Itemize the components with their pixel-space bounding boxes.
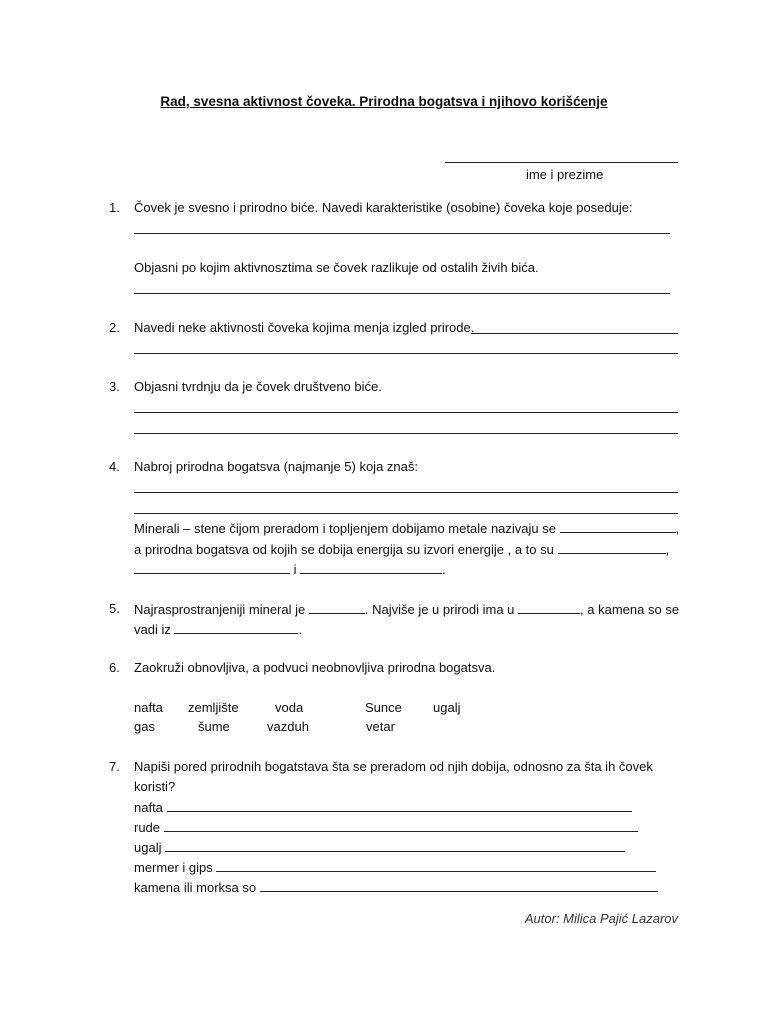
q7-item-rude — [134, 818, 638, 837]
q7-item-label: kamena ili morksa so — [134, 880, 257, 895]
q6-number: 6. — [109, 660, 120, 675]
q4-answer-line-1[interactable] — [134, 492, 678, 493]
q2-number: 2. — [109, 320, 120, 335]
q6-word-voda[interactable]: voda — [275, 700, 304, 715]
author-credit: Autor: Milica Pajić Lazarov — [524, 911, 678, 926]
q6-word-sume[interactable]: šume — [198, 719, 230, 734]
q3-answer-line-1[interactable] — [134, 412, 678, 413]
page-title: Rad, svesna aktivnost čoveka. Prirodna bogatsva i njihovo korišćenje — [160, 94, 608, 109]
q4-energy-blank[interactable] — [558, 540, 666, 554]
q6-word-nafta[interactable]: nafta — [134, 700, 163, 715]
q6-text: Zaokruži obnovljiva, a podvuci neobnovljiva prirodna bogatsva. — [134, 660, 496, 675]
q5-line-2 — [134, 620, 302, 639]
q1-sub-text: Objasni po kojim aktivnosztima se čovek razlikuje od ostalih živih bića. — [134, 260, 539, 275]
q4-energy-source-blank-1[interactable] — [134, 560, 290, 574]
q4-energy-sources-line — [134, 560, 446, 579]
q4-minerals-blank[interactable] — [560, 519, 676, 533]
q5-text-5: . — [298, 622, 303, 637]
q1-answer-line[interactable] — [134, 233, 670, 234]
q3-answer-line-2[interactable] — [134, 433, 678, 434]
q4-energy-line — [134, 540, 669, 559]
q7-text-1: Napiši pored prirodnih bogatstava šta se preradom od njih dobija, odnosno za šta ih čovek — [134, 759, 653, 774]
q6-word-gas[interactable]: gas — [134, 719, 155, 734]
q4-text: Nabroj prirodna bogatsva (najmanje 5) koja znaš: — [134, 459, 418, 474]
q5-text-4: vadi iz — [134, 622, 171, 637]
q7-text-2: koristi? — [134, 779, 176, 794]
q1-text: Čovek je svesno i prirodno biće. Navedi karakteristike (osobine) čoveka koje poseduje: — [134, 200, 633, 215]
q6-word-sunce[interactable]: Sunce — [365, 700, 402, 715]
q7-item-blank[interactable] — [216, 858, 656, 872]
q7-item-mermer — [134, 858, 656, 877]
q6-word-vetar[interactable]: vetar — [366, 719, 395, 734]
q4-energy-source-blank-2[interactable] — [300, 560, 442, 574]
q5-text-1: Najrasprostranjeniji mineral je — [134, 602, 306, 617]
q7-item-label: rude — [134, 820, 161, 835]
q5-number: 5. — [109, 601, 120, 616]
q4-energy-text: a prirodna bogatsva od kojih se dobija energija su izvori energije , a to su — [134, 542, 554, 557]
name-line[interactable] — [445, 162, 678, 163]
q7-item-blank[interactable] — [164, 818, 638, 832]
q7-item-label: nafta — [134, 800, 163, 815]
q7-item-kamena-so — [134, 878, 658, 897]
q4-and: i — [293, 562, 297, 577]
q4-answer-line-2[interactable] — [134, 513, 678, 514]
q7-item-blank[interactable] — [260, 878, 658, 892]
name-label: ime i prezime — [526, 167, 604, 182]
q5-line-1 — [134, 600, 679, 619]
q2-inline-answer-line[interactable] — [471, 333, 678, 334]
q6-word-zemljiste[interactable]: zemljište — [188, 700, 239, 715]
q4-minerals-comma: , — [675, 521, 680, 536]
q5-text-3: , a kamena so se — [580, 602, 680, 617]
q5-source-blank[interactable] — [174, 620, 298, 634]
q7-number: 7. — [109, 759, 120, 774]
q5-place-blank[interactable] — [518, 600, 580, 614]
q7-item-nafta — [134, 798, 632, 817]
q6-word-vazduh[interactable]: vazduh — [267, 719, 309, 734]
q1-number: 1. — [109, 200, 120, 215]
q4-minerals-line — [134, 519, 679, 538]
q2-answer-line[interactable] — [134, 353, 678, 354]
q4-number: 4. — [109, 459, 120, 474]
q7-item-ugalj — [134, 838, 625, 857]
q7-item-label: mermer i gips — [134, 860, 213, 875]
q5-text-2: . Najviše je u prirodi ima u — [364, 602, 515, 617]
q5-mineral-blank[interactable] — [309, 600, 365, 614]
q4-minerals-text: Minerali – stene čijom preradom i topljenjem dobijamo metale nazivaju se — [134, 521, 556, 536]
q4-energy-comma: , — [665, 542, 670, 557]
q3-number: 3. — [109, 379, 120, 394]
q7-item-label: ugalj — [134, 840, 162, 855]
q7-item-blank[interactable] — [165, 838, 625, 852]
q2-text: Navedi neke aktivnosti čoveka kojima menja izgled prirode. — [134, 320, 475, 335]
q1-sub-answer-line[interactable] — [134, 293, 670, 294]
q7-item-blank[interactable] — [167, 798, 632, 812]
q3-text: Objasni tvrdnju da je čovek društveno biće. — [134, 379, 382, 394]
q4-period: . — [442, 562, 446, 577]
q6-word-ugalj[interactable]: ugalj — [433, 700, 461, 715]
